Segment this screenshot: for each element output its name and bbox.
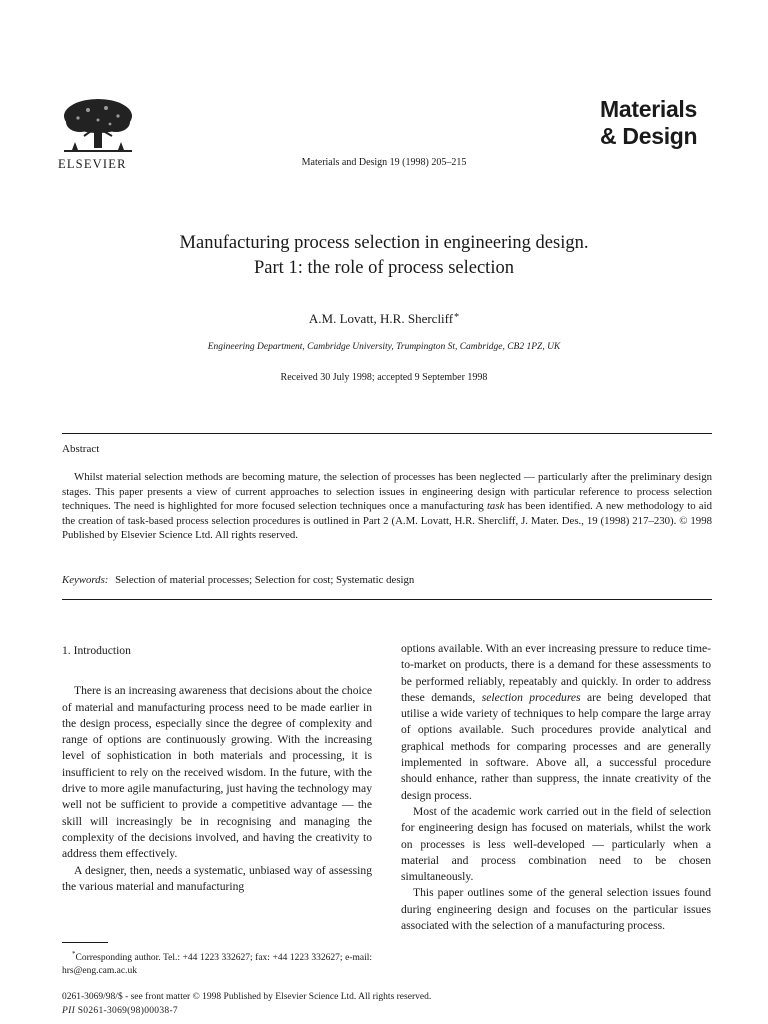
- copyright-line: 0261-3069/98/$ - see front matter © 1998 Published by Elsevier Science Ltd. All rights reserved.: [62, 992, 432, 1002]
- pii-value: S0261-3069(98)00038-7: [77, 1006, 178, 1016]
- article-title-line1: Manufacturing process selection in engineering design.: [179, 233, 589, 253]
- right-column: [401, 641, 711, 934]
- footnote-text: Corresponding author. Tel.: +44 1223 332627; fax: +44 1223 332627; e-mail: hrs@eng.cam.ac.uk: [62, 953, 372, 977]
- section-heading: 1. Introduction: [62, 644, 131, 657]
- paragraph-italic: selection procedures: [481, 690, 581, 704]
- abstract-text: [62, 470, 712, 543]
- pii-line: [62, 1006, 178, 1016]
- abstract-text-part1: Whilst material selection methods are becoming mature, the selection of processes has been neglected — particularly after the preliminary design stages. This paper presents a view of current approaches to selection issues in engineering design with particular reference to process selection techniques. The need is highlighted for more focused selection techniques once a manufacturing: [62, 471, 712, 513]
- affiliation: Engineering Department, Cambridge University, Trumpington St, Cambridge, CB2 1PZ, UK: [207, 342, 561, 352]
- footnote-divider: [62, 942, 108, 943]
- journal-title: [600, 96, 697, 150]
- paragraph: This paper outlines some of the general selection issues found during engineering design and focuses on the particular issues associated with the selection of a manufacturing process.: [401, 886, 711, 933]
- paragraph: [401, 641, 711, 804]
- paragraph: Most of the academic work carried out in the field of selection for engineering design has focused on materials, whilst the work on processes is less well-developed — particularly when a material and process combination need to be chosen simultaneously.: [401, 804, 711, 884]
- keywords: [62, 574, 414, 586]
- pii-label: PII: [62, 1006, 76, 1016]
- paragraph: A designer, then, needs a systematic, unbiased way of assessing the various material and manufacturing: [62, 863, 372, 893]
- paragraph: There is an increasing awareness that decisions about the choice of material and manufacturing process need to be made earlier in the design process, especially since the degree of complexity and range of options are continuously growing. With the increasing level of sophistication in both materials and processing, it is insufficient to rely on the received wisdom. In the future, with the drive to more agile manufacturing, just having the technology may well not be sufficient to provide a competitive advantage — the skill will increasingly be in recognising and managing the complexity of the decisions involved, and having the creativity to address them effectively.: [62, 684, 372, 861]
- corresponding-author-mark: *: [454, 312, 460, 323]
- author-names: A.M. Lovatt, H.R. Shercliff: [308, 311, 454, 326]
- elsevier-tree-logo: [58, 96, 138, 154]
- publisher-name: ELSEVIER: [58, 157, 127, 171]
- abstract-heading: Abstract: [62, 443, 100, 455]
- footnote-mark: *: [72, 950, 76, 958]
- left-column: [62, 643, 372, 895]
- article-title: [0, 231, 768, 281]
- keywords-value: Selection of material processes; Selection for cost; Systematic design: [115, 574, 415, 586]
- abstract-text-italic: task: [486, 500, 505, 513]
- author-list: [0, 311, 768, 327]
- journal-title-line1: Materials: [600, 96, 698, 122]
- paragraph-part2: are being developed that utilise a wide variety of techniques to help compare the large array of options available. Such procedures provide analytical and graphical methods for comparing processes and are generally implemented in software. Above all, a successful procedure should enhance, rather than suppress, the innate creativity of the design process.: [401, 690, 712, 802]
- divider-top: [62, 433, 712, 434]
- divider-bottom: [62, 599, 712, 600]
- journal-title-line2: & Design: [600, 123, 698, 149]
- footnote: [62, 948, 372, 978]
- journal-citation: Materials and Design 19 (1998) 205–215: [301, 157, 467, 168]
- article-title-line2: Part 1: the role of process selection: [254, 258, 514, 278]
- received-dates: Received 30 July 1998; accepted 9 September 1998: [280, 372, 488, 383]
- keywords-label: Keywords:: [62, 574, 109, 586]
- paragraph-part1: options available. With an ever increasing pressure to reduce time-to-market on products, there is a demand for these assessments to be performed reliably, repeatably and quickly. In order to address these demands,: [401, 642, 711, 704]
- abstract-text-part2: has been identified. A new methodology to aid the creation of task-based process selection procedures is outlined in Part 2 (A.M. Lovatt, H.R. Shercliff, J. Mater. Des., 19 (1998) 217–230). © 1998 Published by Elsevier Science Ltd. All rights reserved.: [62, 500, 712, 542]
